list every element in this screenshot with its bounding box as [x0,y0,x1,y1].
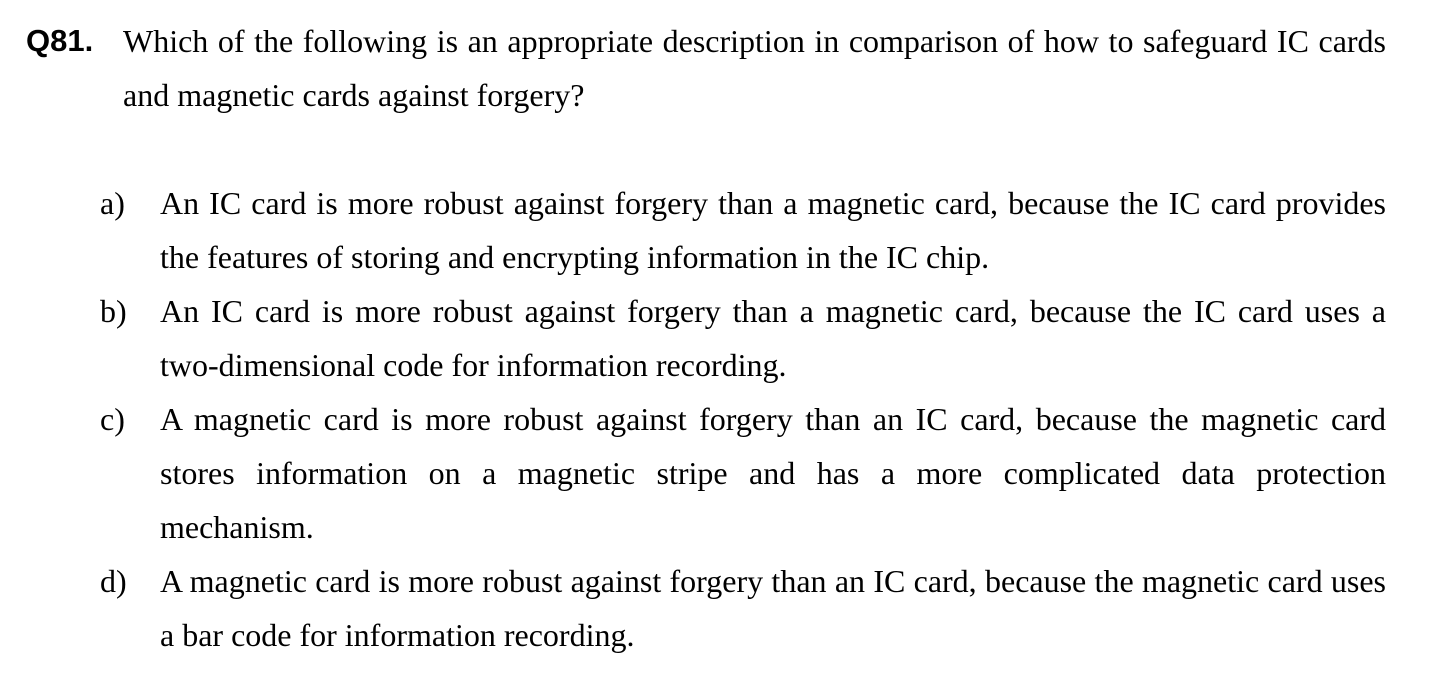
question-text: Which of the following is an appropriate description in comparison of how to safeguard IC cards and magnetic cards against forgery? [123,23,1386,113]
option-label: d) [100,563,127,599]
option-text: A magnetic card is more robust against forgery than an IC card, because the magnetic card stores information on a magnetic stripe and has a more complicated data protection mechanism. [160,401,1386,545]
answer-options [100,176,1386,662]
option-c [100,392,1386,554]
option-text: An IC card is more robust against forgery than a magnetic card, because the IC card uses a two-dimensional code for information recording. [160,293,1386,383]
option-text: A magnetic card is more robust against forgery than an IC card, because the magnetic card uses a bar code for information recording. [160,563,1386,653]
option-a [100,176,1386,284]
option-b [100,284,1386,392]
option-text: An IC card is more robust against forgery than a magnetic card, because the IC card provides the features of storing and encrypting information in the IC chip. [160,185,1386,275]
option-d [100,554,1386,662]
option-label: b) [100,293,127,329]
question-block [26,14,1386,122]
option-label: c) [100,401,125,437]
option-label: a) [100,185,125,221]
question-number: Q81. [26,23,94,58]
